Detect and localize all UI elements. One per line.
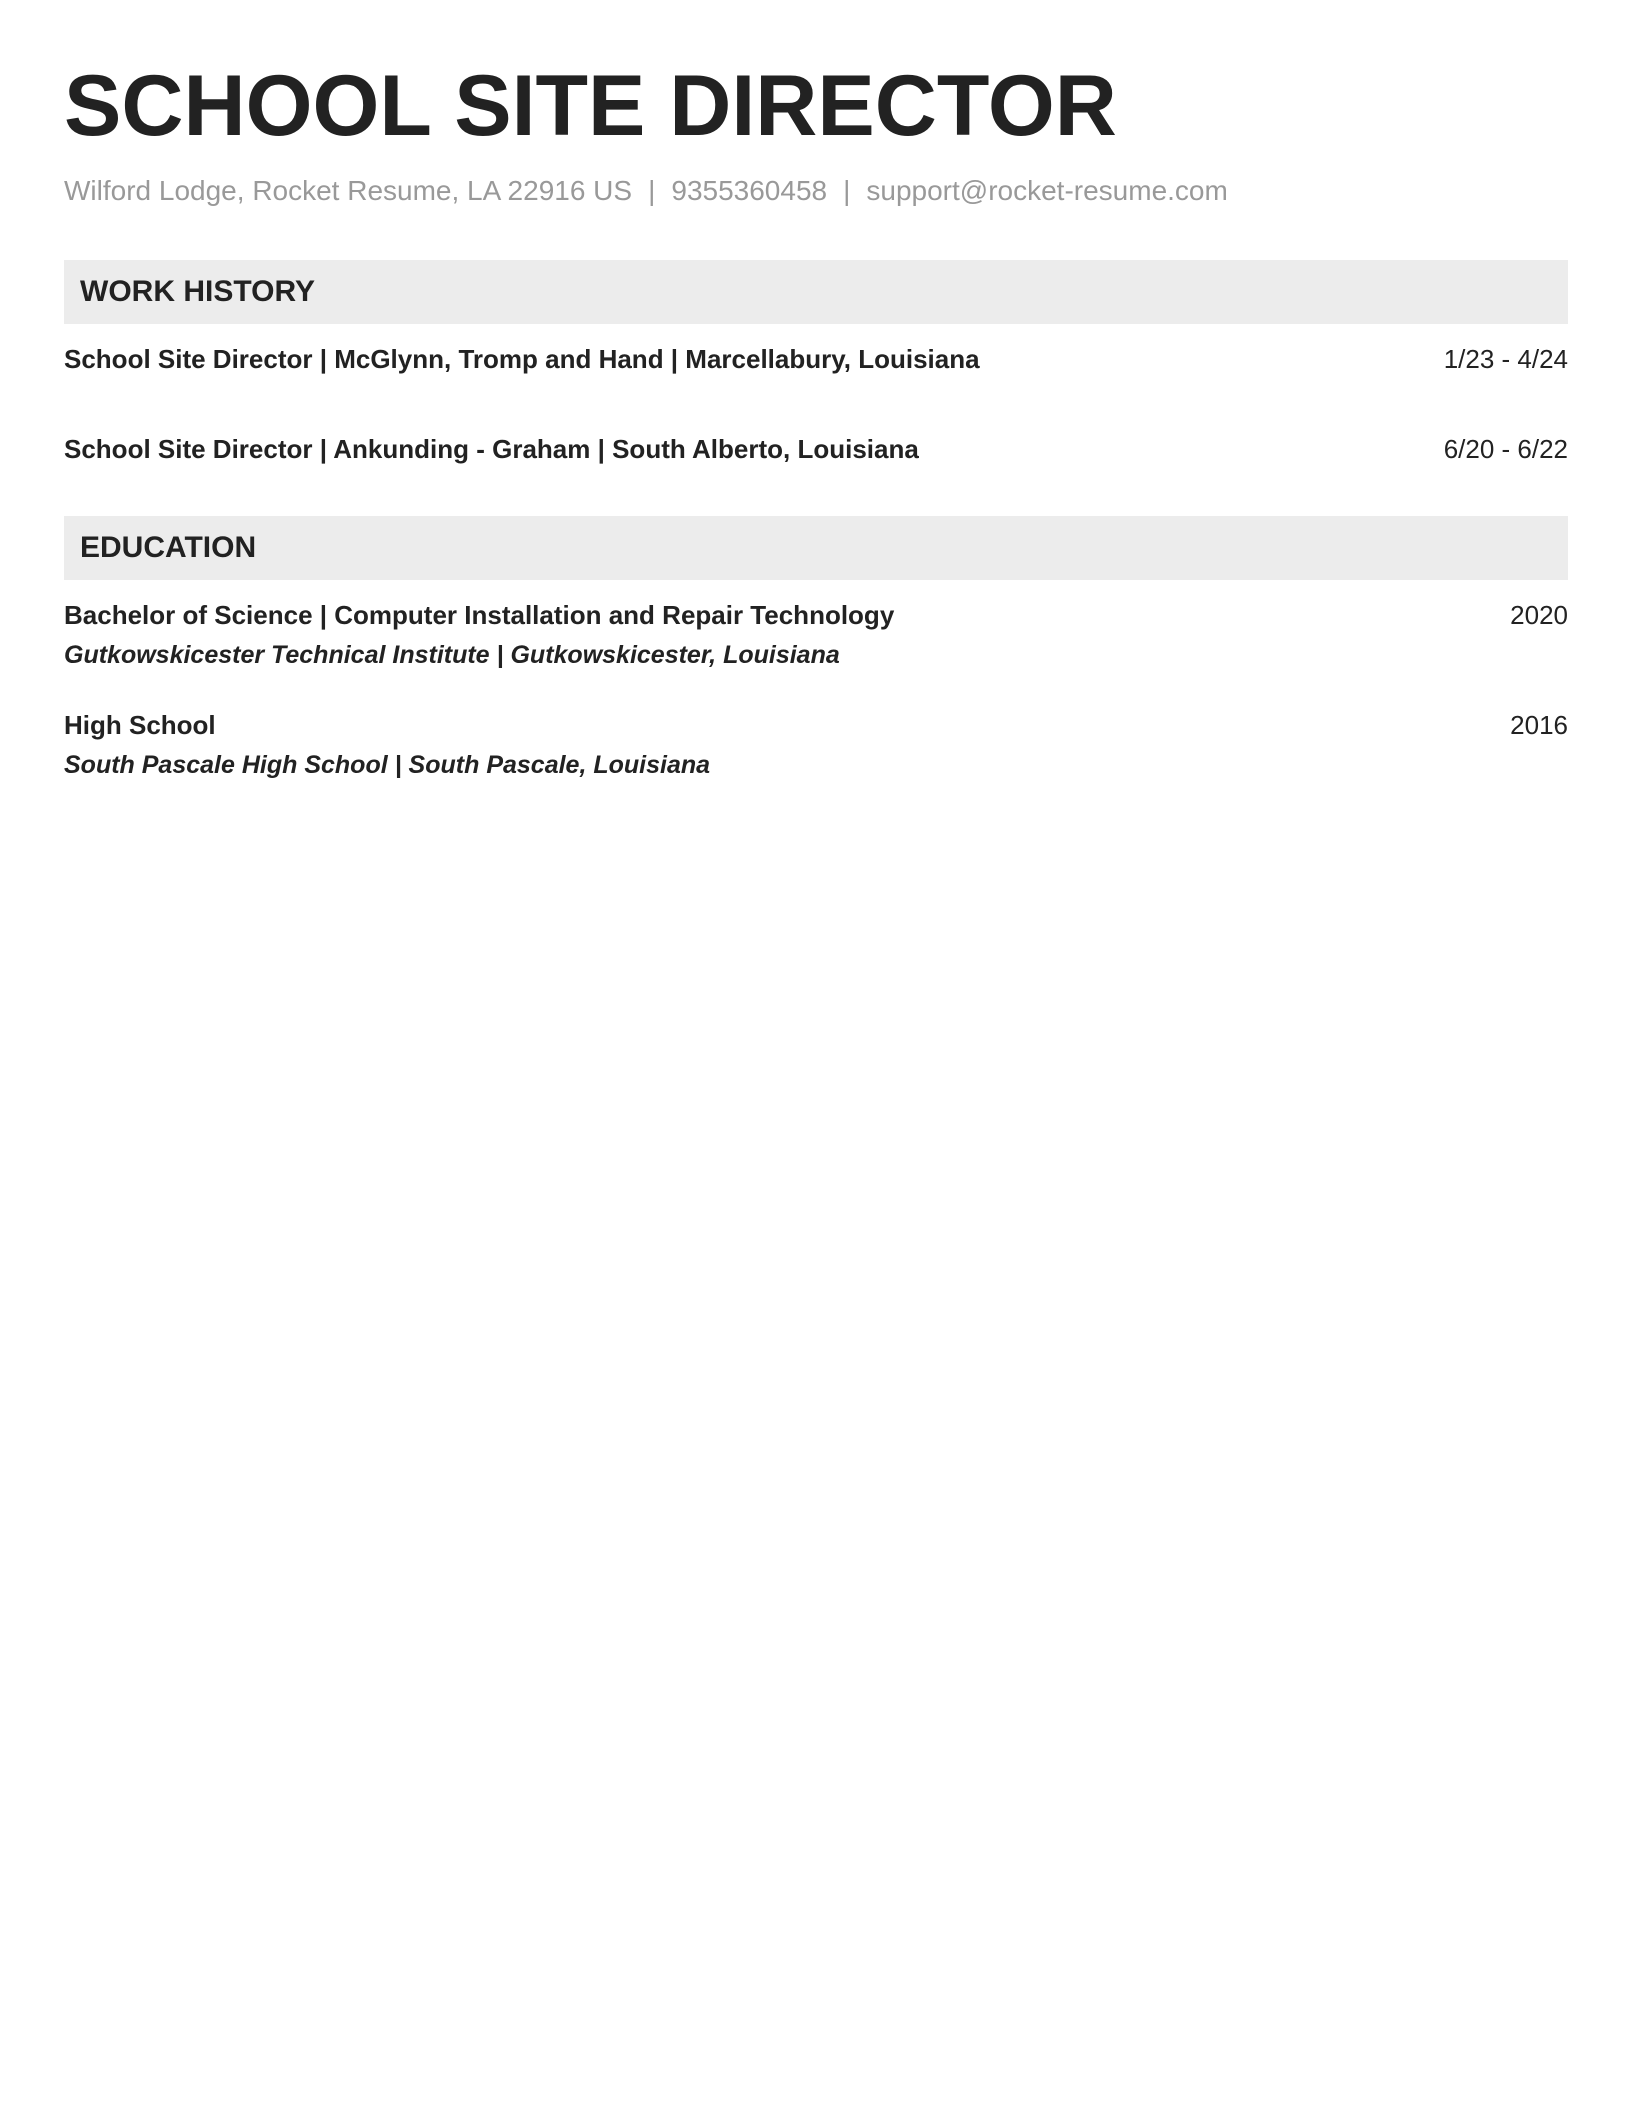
work-history-section (64, 260, 1568, 466)
contact-email: support@rocket-resume.com (866, 175, 1228, 206)
contact-line (64, 174, 1568, 208)
education-entry-text (64, 708, 710, 782)
education-year: 2020 (1510, 600, 1568, 630)
education-heading: EDUCATION (64, 516, 1568, 580)
work-entry-dates: 1/23 - 4/24 (1443, 344, 1568, 374)
education-section (64, 516, 1568, 782)
work-entry-dates: 6/20 - 6/22 (1443, 434, 1568, 464)
work-entry (64, 342, 1568, 376)
resume-title: SCHOOL SITE DIRECTOR (64, 58, 1117, 154)
work-history-heading: WORK HISTORY (64, 260, 1568, 324)
contact-separator: | (648, 175, 656, 206)
education-degree: Bachelor of Science | Computer Installation and Repair Technology (64, 600, 895, 630)
work-entry (64, 432, 1568, 466)
education-school: Gutkowskicester Technical Institute | Gutkowskicester, Louisiana (64, 641, 840, 669)
education-school: South Pascale High School | South Pascale, Louisiana (64, 751, 711, 779)
contact-separator: | (843, 175, 851, 206)
work-entry-title: School Site Director | Ankunding - Graham | South Alberto, Louisiana (64, 434, 919, 464)
work-entry-title: School Site Director | McGlynn, Tromp and Hand | Marcellabury, Louisiana (64, 344, 980, 374)
education-entry-text (64, 598, 894, 672)
education-entry (64, 708, 1568, 782)
education-degree: High School (64, 710, 216, 740)
education-year: 2016 (1510, 710, 1568, 740)
contact-phone: 9355360458 (671, 175, 828, 206)
education-entry (64, 598, 1568, 672)
contact-address: Wilford Lodge, Rocket Resume, LA 22916 US (64, 175, 633, 206)
